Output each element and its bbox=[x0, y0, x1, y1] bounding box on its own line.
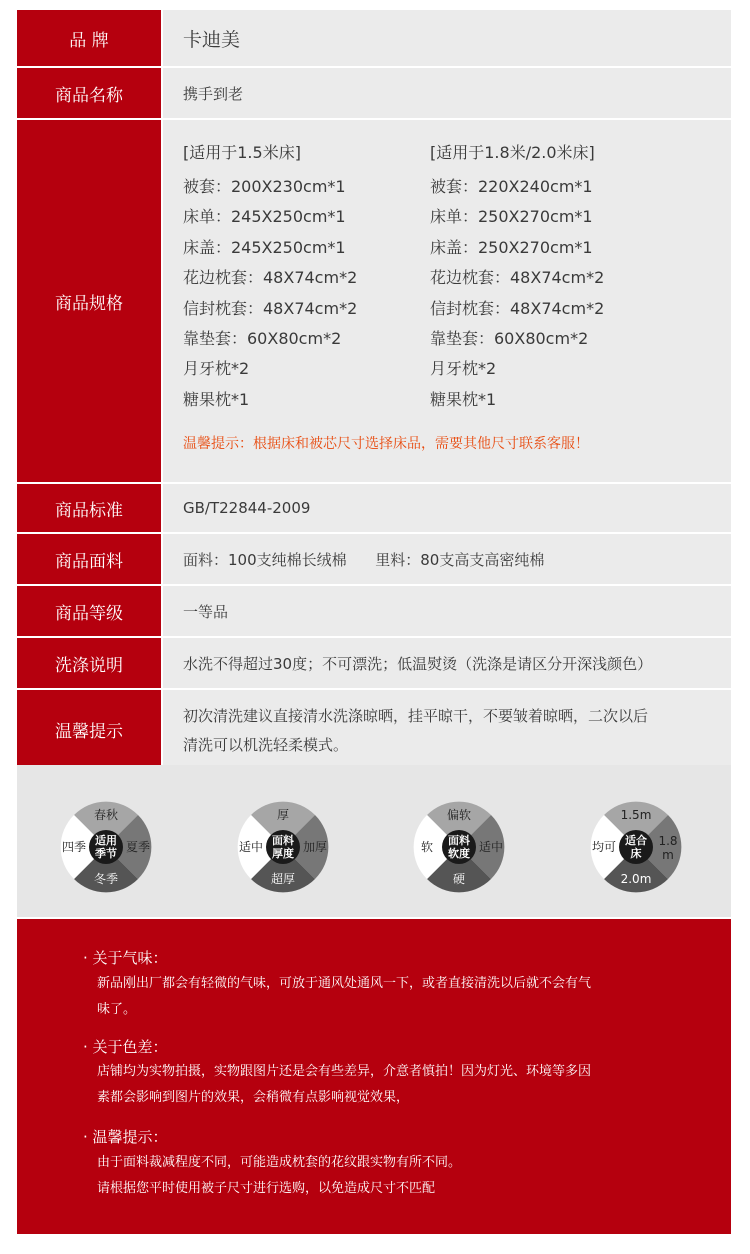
fabric-value: 面料：100支纯棉长绒棉 里料：80支高支高密纯棉 bbox=[163, 534, 731, 584]
icon-left-text: 软 bbox=[420, 840, 434, 854]
spec-value bbox=[163, 120, 731, 482]
icon-bottom-text: 冬季 bbox=[93, 872, 119, 886]
softness-icon bbox=[413, 801, 505, 893]
note-line: 请根据您平时使用被子尺寸进行选购，以免造成尺寸不匹配 bbox=[97, 1181, 436, 1196]
spec-item: 糖果枕*1 bbox=[183, 389, 250, 409]
note-line: 新品刚出厂都会有轻微的气味，可放于通风处通风一下，或者直接清洗以后就不会有气 bbox=[97, 976, 592, 991]
icon-right-text: 夏季 bbox=[125, 840, 151, 854]
warm-line: 初次清洗建议直接清水洗涤晾晒，挂平晾干，不要皱着晾晒，二次以后 bbox=[183, 707, 649, 725]
icon-bottom-text: 2.0m bbox=[620, 872, 652, 886]
row-wash bbox=[17, 638, 731, 690]
note-line: 由于面料裁减程度不同，可能造成枕套的花纹跟实物有所不同。 bbox=[97, 1155, 462, 1170]
icon-bottom-text: 超厚 bbox=[270, 872, 296, 886]
attribute-icons-panel bbox=[17, 765, 731, 917]
name-label: 商品名称 bbox=[17, 68, 163, 118]
note-line: 店铺均为实物拍摄，实物跟图片还是会有些差异，介意者慎拍！因为灯光、环境等多因 bbox=[97, 1064, 592, 1079]
spec-col-header: [适用于1.5米床] bbox=[183, 143, 301, 162]
spec-item: 月牙枕*2 bbox=[430, 359, 497, 379]
icon-top-text: 1.5m bbox=[620, 808, 652, 822]
icon-left-text: 适中 bbox=[238, 840, 264, 854]
note-body-smell bbox=[97, 971, 657, 1023]
grade-label: 商品等级 bbox=[17, 586, 163, 636]
icon-right-text: 1.8 bbox=[658, 834, 678, 848]
warm-value bbox=[163, 690, 731, 768]
spec-item: 被套：200X230cm*1 bbox=[183, 177, 346, 196]
spec-item: 糖果枕*1 bbox=[430, 389, 497, 409]
icon-center-text: 面料 bbox=[272, 834, 294, 847]
spec-tip: 温馨提示：根据床和被芯尺寸选择床品，需要其他尺寸联系客服！ bbox=[183, 436, 589, 453]
row-grade bbox=[17, 586, 731, 638]
icon-bottom-text: 硬 bbox=[452, 872, 466, 886]
name-value: 携手到老 bbox=[163, 68, 731, 118]
bed-size-icon bbox=[590, 801, 682, 893]
wash-label: 洗涤说明 bbox=[17, 638, 163, 688]
icon-center-text: 面料 bbox=[448, 834, 470, 847]
icon-left-text: 均可 bbox=[591, 840, 617, 854]
spec-col-header: [适用于1.8米/2.0米床] bbox=[430, 143, 595, 162]
icon-center-text: 适用 bbox=[95, 834, 117, 847]
spec-item: 床单：250X270cm*1 bbox=[430, 207, 593, 227]
icon-center-text: 厚度 bbox=[272, 847, 294, 860]
warm-label: 温馨提示 bbox=[17, 690, 163, 768]
row-warm bbox=[17, 690, 731, 768]
row-name bbox=[17, 68, 731, 120]
row-fabric bbox=[17, 534, 731, 586]
spec-item: 床盖：245X250cm*1 bbox=[183, 237, 346, 257]
icon-top-text: 厚 bbox=[276, 808, 290, 822]
icon-right-text: 适中 bbox=[478, 840, 504, 854]
spec-item: 被套：220X240cm*1 bbox=[430, 177, 593, 196]
row-brand bbox=[17, 10, 731, 68]
note-line: 素都会影响到图片的效果，会稍微有点影响视觉效果， bbox=[97, 1090, 410, 1105]
spec-label: 商品规格 bbox=[17, 120, 163, 482]
note-line: 味了。 bbox=[97, 1002, 137, 1017]
brand-value: 卡迪美 bbox=[163, 10, 731, 66]
spec-item: 床盖：250X270cm*1 bbox=[430, 237, 593, 257]
spec-item: 靠垫套：60X80cm*2 bbox=[430, 329, 589, 349]
icon-center-text: 软度 bbox=[448, 847, 470, 860]
season-icon bbox=[60, 801, 152, 893]
note-title-color: · 关于色差： bbox=[83, 1038, 168, 1056]
fabric-label: 商品面料 bbox=[17, 534, 163, 584]
warm-line: 清洗可以机洗轻柔模式。 bbox=[183, 736, 349, 754]
notes-panel bbox=[17, 919, 731, 1234]
spec-item: 月牙枕*2 bbox=[183, 359, 250, 379]
icon-center-text: 季节 bbox=[95, 847, 117, 860]
spec-item: 信封枕套：48X74cm*2 bbox=[430, 298, 605, 318]
row-spec bbox=[17, 120, 731, 484]
note-body-tip bbox=[97, 1150, 657, 1202]
icon-right-text: 加厚 bbox=[302, 840, 328, 854]
spec-col-1-5m bbox=[183, 140, 430, 415]
icon-center-text: 适合 bbox=[625, 834, 647, 847]
spec-item: 信封枕套：48X74cm*2 bbox=[183, 298, 358, 318]
icon-right-text: m bbox=[662, 848, 674, 862]
note-title-tip: · 温馨提示： bbox=[83, 1128, 168, 1146]
spec-item: 花边枕套：48X74cm*2 bbox=[430, 268, 605, 288]
spec-item: 床单：245X250cm*1 bbox=[183, 207, 346, 227]
icon-left-text: 四季 bbox=[61, 840, 87, 854]
spec-item: 靠垫套：60X80cm*2 bbox=[183, 329, 342, 349]
wash-value: 水洗不得超过30度；不可漂洗；低温熨烫（洗涤是请区分开深浅颜色） bbox=[163, 638, 731, 688]
standard-label: 商品标准 bbox=[17, 484, 163, 532]
icon-top-text: 春秋 bbox=[93, 808, 119, 822]
icon-center-text: 床 bbox=[630, 847, 642, 860]
grade-value: 一等品 bbox=[163, 586, 731, 636]
note-title-smell: · 关于气味： bbox=[83, 949, 168, 967]
brand-label: 品 牌 bbox=[17, 10, 163, 66]
product-info-table bbox=[17, 10, 731, 768]
spec-item: 花边枕套：48X74cm*2 bbox=[183, 268, 358, 288]
row-standard bbox=[17, 484, 731, 534]
thickness-icon bbox=[237, 801, 329, 893]
icon-top-text: 偏软 bbox=[446, 808, 472, 822]
spec-col-1-8m bbox=[430, 140, 677, 415]
standard-value: GB/T22844-2009 bbox=[163, 484, 731, 532]
note-body-color bbox=[97, 1059, 657, 1111]
